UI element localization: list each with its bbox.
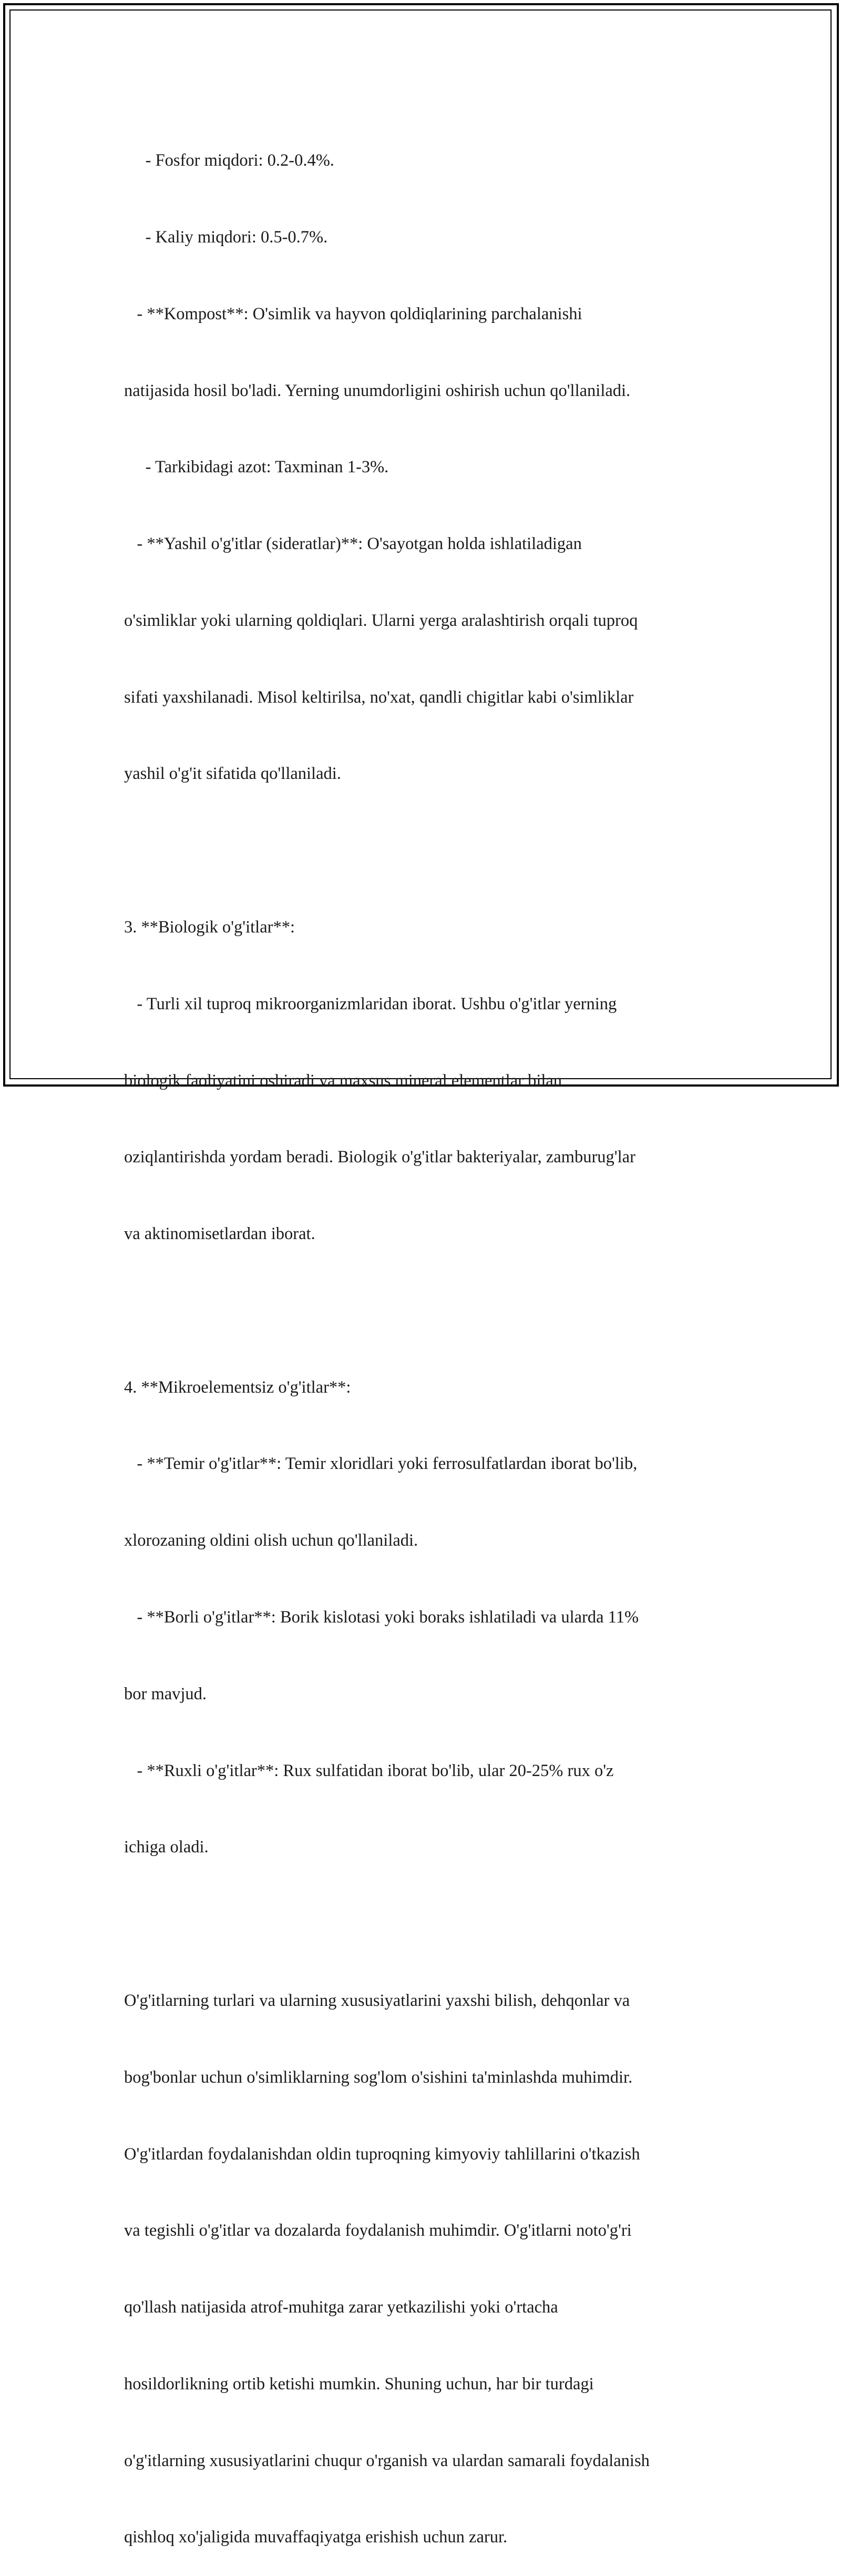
text-line: va aktinomisetlardan iborat. — [124, 1224, 315, 1244]
text-line: o'simliklar yoki ularning qoldiqlari. Ularni yerga aralashtirish orqali tuproq — [124, 611, 638, 630]
text-line: - Kaliy miqdori: 0.5-0.7%. — [124, 227, 328, 247]
text-line: bor mavjud. — [124, 1684, 207, 1703]
text-line: ichiga oladi. — [124, 1838, 209, 1857]
text-line: - **Temir o'g'itlar**: Temir xloridlari yoki ferrosulfatlardan iborat bo'lib, — [124, 1454, 638, 1474]
blank-line — [124, 1298, 744, 1324]
conclusion-line: hosildorlikning ortib ketishi mumkin. Shuning uchun, har bir turdagi — [124, 2374, 594, 2394]
text-line: - **Ruxli o'g'itlar**: Rux sulfatidan iborat bo'lib, ular 20-25% rux o'z — [124, 1761, 614, 1780]
blank-line — [124, 1911, 744, 1937]
text-line: biologik faoliyatini oshiradi va maxsus mineral elementlar bilan — [124, 1071, 562, 1090]
conclusion-line: qo'llash natijasida atrof-muhitga zarar yetkazilishi yoki o'rtacha — [124, 2298, 558, 2317]
section-heading: 4. **Mikroelementsiz o'g'itlar**: — [124, 1377, 351, 1397]
document-body — [124, 97, 744, 2576]
text-line: - Fosfor miqdori: 0.2-0.4%. — [124, 151, 334, 170]
blank-line — [124, 838, 744, 864]
text-line: - **Borli o'g'itlar**: Borik kislotasi yoki boraks ishlatiladi va ularda 11% — [124, 1608, 639, 1627]
text-line: - **Kompost**: O'simlik va hayvon qoldiqlarining parchalanishi — [124, 304, 582, 323]
conclusion-line: O'g'itlardan foydalanishdan oldin tuproqning kimyoviy tahlillarini o'tkazish — [124, 2144, 640, 2164]
conclusion-line: va tegishli o'g'itlar va dozalarda foydalanish muhimdir. O'g'itlarni noto'g'ri — [124, 2221, 632, 2240]
text-line: - Tarkibidagi azot: Taxminan 1-3%. — [124, 458, 389, 477]
text-line: - **Yashil o'g'itlar (sideratlar)**: O'sayotgan holda ishlatiladigan — [124, 534, 582, 554]
conclusion-line: bog'bonlar uchun o'simliklarning sog'lom o'sishini ta'minlashda muhimdir. — [124, 2067, 633, 2087]
text-line: sifati yaxshilanadi. Misol keltirilsa, no'xat, qandli chigitlar kabi o'simliklar — [124, 687, 634, 707]
text-line: yashil o'g'it sifatida qo'llaniladi. — [124, 764, 341, 784]
text-line: oziqlantirishda yordam beradi. Biologik o'g'itlar bakteriyalar, zamburug'lar — [124, 1148, 635, 1167]
text-line: - Turli xil tuproq mikroorganizmlaridan iborat. Ushbu o'g'itlar yerning — [124, 994, 617, 1013]
section-heading: 3. **Biologik o'g'itlar**: — [124, 918, 295, 937]
text-line: natijasida hosil bo'ladi. Yerning unumdorligini oshirish uchun qo'llaniladi. — [124, 381, 631, 400]
text-line: xlorozaning oldini olish uchun qo'llaniladi. — [124, 1531, 418, 1550]
conclusion-line: o'g'itlarning xususiyatlarini chuqur o'rganish va ulardan samarali foydalanish — [124, 2451, 650, 2470]
conclusion-line: qishloq xo'jaligida muvaffaqiyatga erishish uchun zarur. — [124, 2528, 508, 2547]
conclusion-line: O'g'itlarning turlari va ularning xususiyatlarini yaxshi bilish, dehqonlar va — [124, 1991, 630, 2010]
